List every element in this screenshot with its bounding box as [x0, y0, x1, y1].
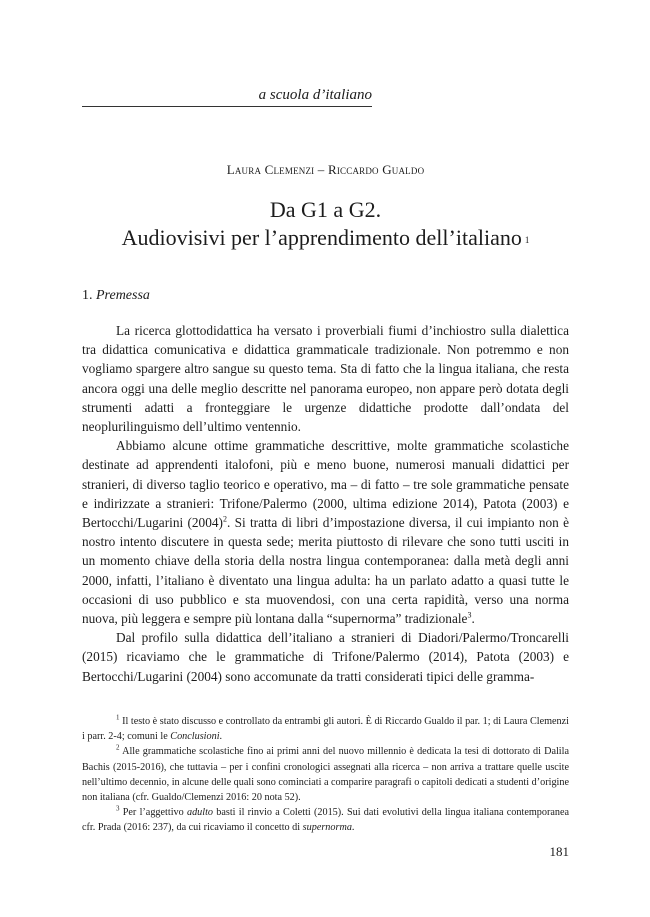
page-number: 181: [549, 844, 569, 859]
footnote: [82, 744, 569, 805]
footnote: [82, 805, 569, 835]
footnote-number: 2: [116, 744, 120, 753]
footnote: [82, 714, 569, 744]
section-number: 1.: [82, 288, 96, 303]
text-run: .: [471, 611, 475, 627]
author-name: Laura Clemenzi: [226, 162, 315, 177]
text-run: Il testo è stato discusso e controllato da entrambi gli autori. È di Riccardo Gualdo il par. 1; di Laura Clemenzi i parr. 2-4; comuni le: [82, 716, 569, 743]
running-header: a scuola d’italiano: [258, 87, 372, 103]
section-heading: [82, 288, 150, 304]
paragraph: [82, 436, 569, 628]
italic-run: supernorma: [302, 822, 352, 834]
author-name: Riccardo Gualdo: [327, 162, 425, 177]
article-title: [82, 196, 569, 252]
footnotes: [82, 714, 569, 836]
text-run: .: [219, 731, 223, 743]
text-run: . Si tratta di libri d’impostazione diversa, il cui impianto non è nostro intento discutere in questa sede; merita piuttosto di rilevare che sono tutti usciti in un momento chiave della storia della nostra lingua contemporanea: dalla metà degli anni 2000, infatti, l’italiano è diventato una lingua adulta: ha un parlato adatto a quasi tutte le occasioni di uso pubblico e sta muovendosi, con una certa rapidità, verso una norma nuova, più leggera e sempre più lontana dalla “supernorma” tradizionale: [82, 515, 569, 627]
title-text: Audiovisivi per l’apprendimento dell’italiano: [121, 225, 522, 250]
text-run: .: [351, 822, 355, 834]
title-line-2: [82, 224, 569, 252]
text-run: Alle grammatiche scolastiche fino ai primi anni del nuovo millennio è dedicata la tesi di dottorato di Dalila Bachis (2015-2016), che tuttavia – per i confini cronologici assegnati alla ricerca – non arriva a trattare quelle uscite nell’ultimo decennio, in alcune delle quali sono cominciati a comparire paragrafi o capitoli dedicati a studenti d’origine non italiana (cfr. Gualdo/Clemenzi 2016: 20 nota 52).: [82, 746, 569, 804]
text-run: Abbiamo alcune ottime grammatiche descrittive, molte grammatiche scolastiche destinate ad apprendenti italofoni, più e meno buone, numerosi manuali didattici per stranieri, di diverso taglio teorico e operativo, ma – di fatto – tre sole grammatiche pensate e indirizzate a stranieri: Trifone/Palermo (2000, ultima edizione 2014), Patota (2003) e Bertocchi/Lugarini (2004): [82, 438, 569, 531]
section-title: Premessa: [96, 288, 150, 303]
authors-line: [82, 162, 569, 178]
author-separator: –: [314, 162, 328, 177]
title-line-1: Da G1 a G2.: [269, 197, 382, 222]
footnote-ref: 3: [467, 610, 472, 620]
footnote-ref: 1: [524, 235, 530, 245]
paragraph: Dal profilo sulla didattica dell’italiano a stranieri di Diadori/Palermo/Troncarelli (2015) ricaviamo che le grammatiche di Trifone/Palermo (2014), Patota (2003) e Bertocchi/Lugarini (2004) sono accomunate da tratti considerati tipici delle gramma-: [82, 630, 569, 684]
italic-run: adulto: [186, 807, 214, 819]
footnote-ref: 2: [222, 514, 227, 524]
italic-run: Conclusioni: [170, 731, 220, 743]
text-run: basti il rinvio a Coletti (2015). Sui dati evolutivi della lingua italiana contemporanea cfr. Prada (2016: 237), da cui ricaviamo il concetto di: [82, 807, 570, 834]
header-rule: [82, 106, 372, 107]
paragraph: La ricerca glottodidattica ha versato i proverbiali fiumi d’inchiostro sulla dialettica tra didattica comunicativa e didattica grammaticale tradizionale. Non potremmo e non vogliamo spargere altro sangue su questo tema. Sta di fatto che la lingua italiana, che resta ancora oggi una delle meglio descritte nel panorama europeo, non appare però dotata degli strumenti adatti a fronteggiare le urgenze didattiche prodotte dall’ondata del neoplurilinguismo dell’ultimo ventennio.: [82, 323, 569, 435]
text-run: Per l’aggettivo: [119, 807, 187, 819]
body-text: [82, 321, 569, 686]
footnote-number: 1: [116, 713, 120, 722]
footnote-number: 3: [116, 804, 120, 813]
